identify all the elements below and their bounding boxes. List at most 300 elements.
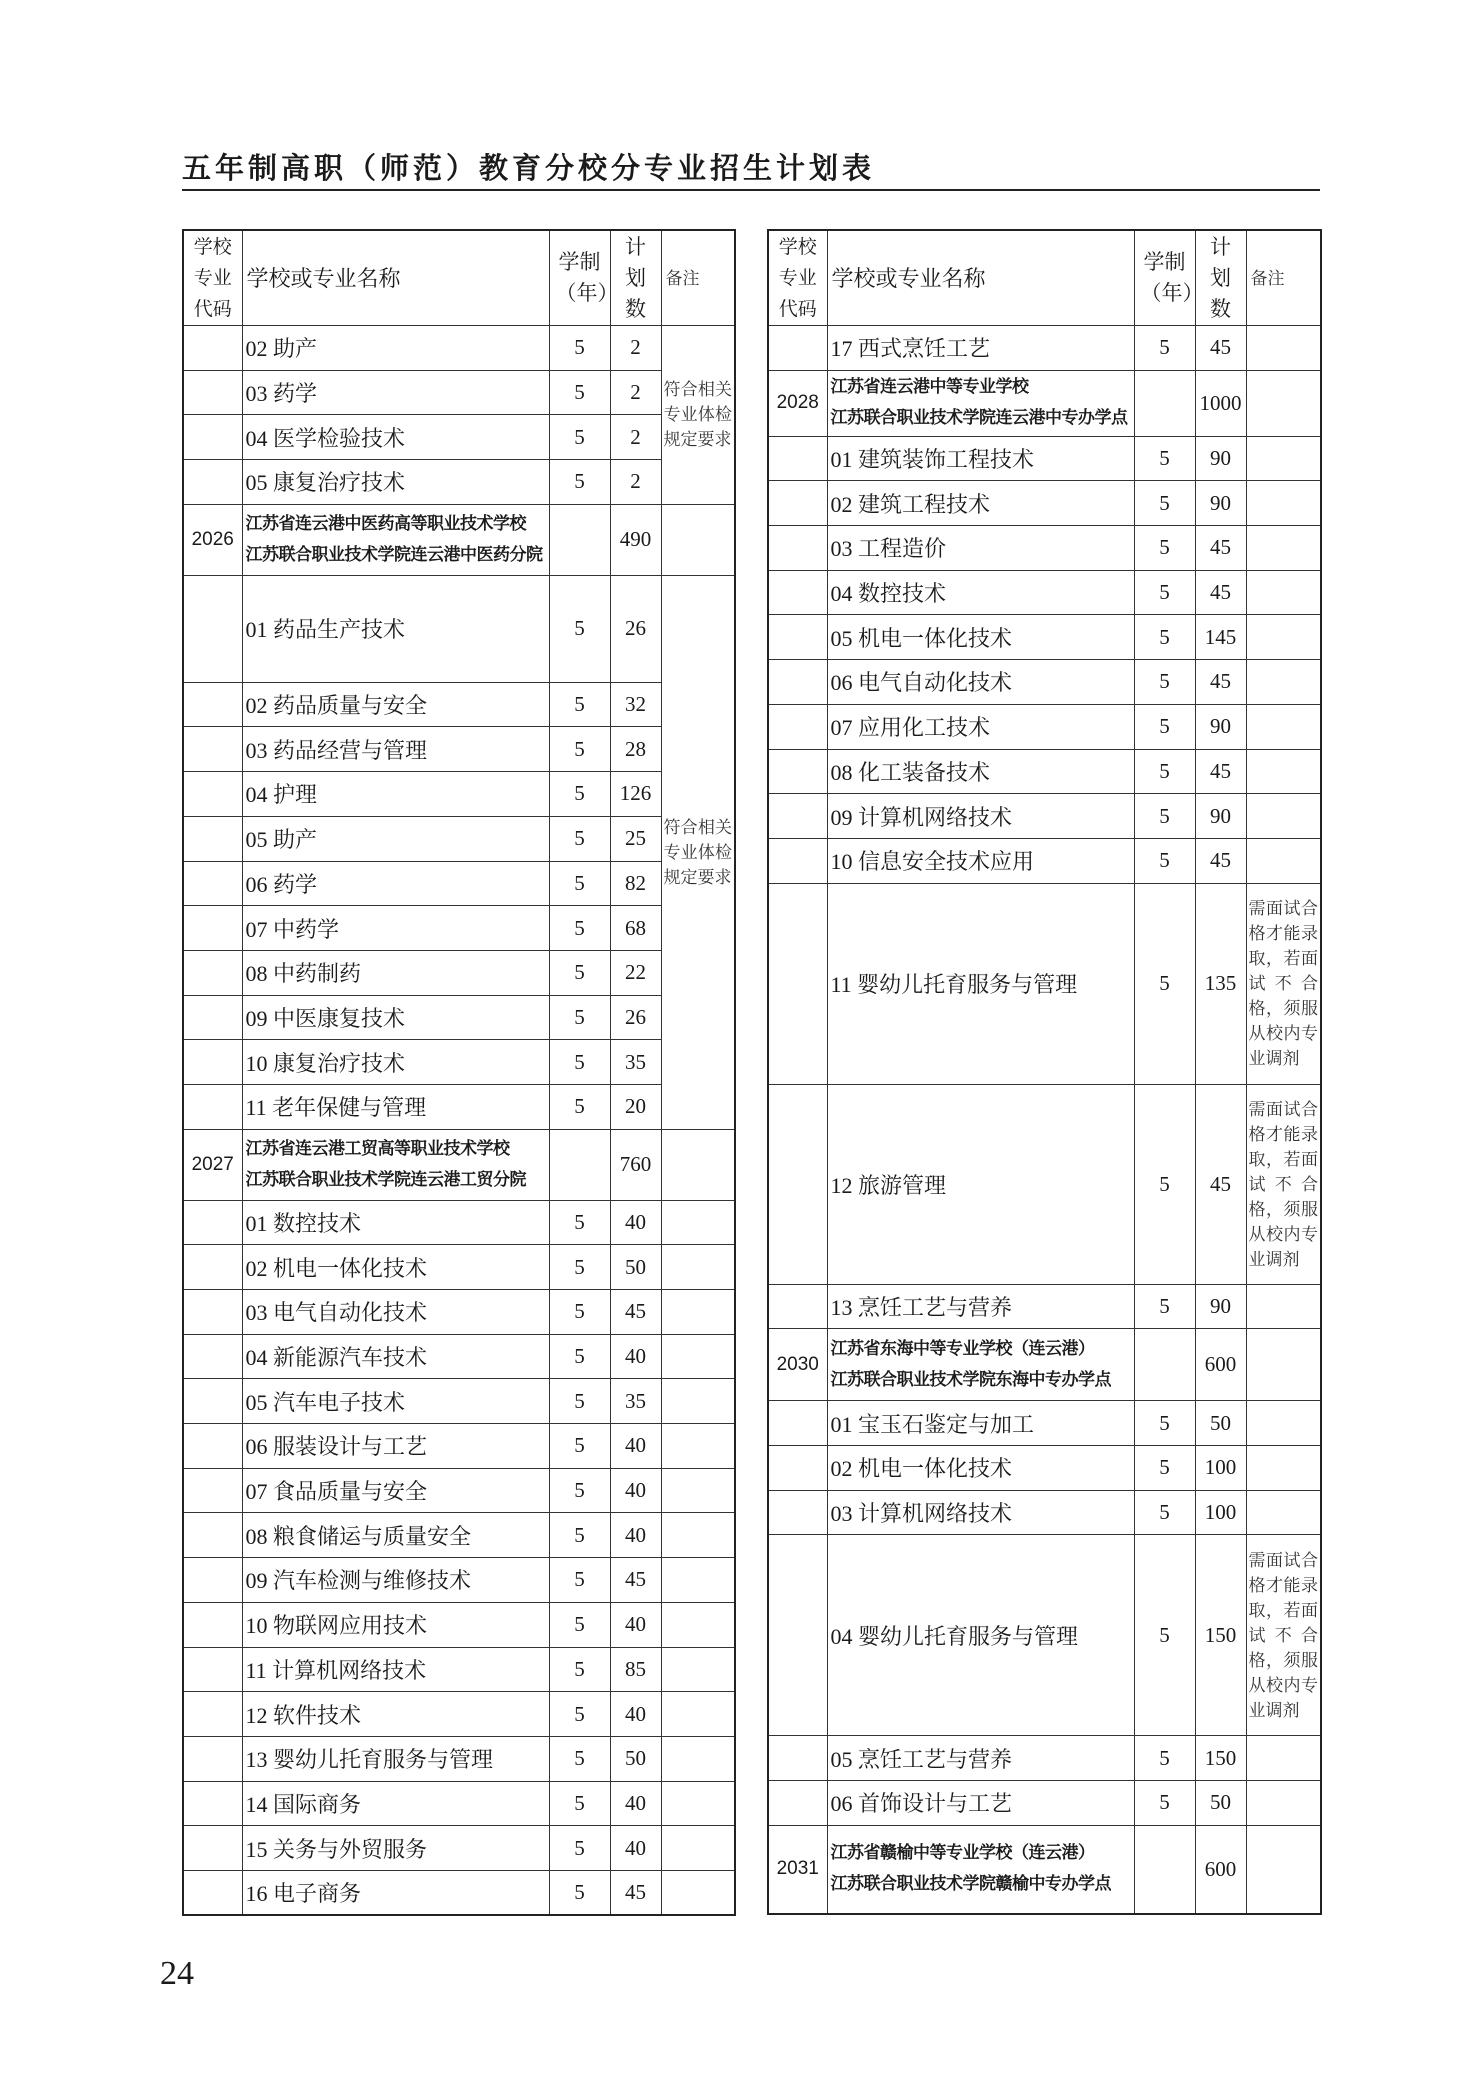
plan-count: 90	[1195, 794, 1246, 839]
plan-count: 45	[610, 1558, 661, 1603]
major-name	[827, 1490, 1134, 1535]
table-row	[768, 660, 1321, 705]
school-code	[183, 950, 242, 995]
table-row	[183, 1200, 735, 1245]
table-row	[768, 749, 1321, 794]
school-code	[183, 1468, 242, 1513]
major-name	[242, 906, 549, 951]
school-code: 2030	[768, 1329, 827, 1401]
years	[549, 1129, 610, 1200]
remark	[661, 1647, 735, 1692]
years: 5	[549, 326, 610, 371]
name-line: 02 药品质量与安全	[245, 693, 428, 719]
years	[1134, 370, 1195, 436]
name-line: 03 工程造价	[830, 536, 947, 562]
table-row	[183, 1468, 735, 1513]
name-line: 01 建筑装饰工程技术	[830, 447, 1035, 473]
name-line: 01 药品生产技术	[245, 617, 406, 643]
major-name	[242, 370, 549, 415]
plan-count: 2	[610, 415, 661, 460]
name-line: 03 计算机网络技术	[830, 1500, 1013, 1526]
plan-count: 25	[610, 816, 661, 861]
major-name	[827, 570, 1134, 615]
remark	[661, 1692, 735, 1737]
plan-count: 45	[1195, 326, 1246, 371]
major-name	[242, 1200, 549, 1245]
remark	[1246, 615, 1321, 660]
major-name	[242, 1513, 549, 1558]
table-row	[768, 1084, 1321, 1284]
table-row	[768, 436, 1321, 481]
major-name	[827, 615, 1134, 660]
remark	[1246, 1284, 1321, 1329]
table-row	[768, 1736, 1321, 1781]
remark	[1246, 481, 1321, 526]
remark	[1246, 570, 1321, 615]
remark	[661, 1826, 735, 1871]
remark	[661, 1602, 735, 1647]
years: 5	[549, 727, 610, 772]
header-name: 学校或专业名称	[242, 230, 549, 326]
plan-count: 150	[1195, 1736, 1246, 1781]
name-line: 01 宝玉石鉴定与加工	[830, 1411, 1035, 1437]
plan-count: 2	[610, 326, 661, 371]
name-line: 05 康复治疗技术	[245, 470, 406, 496]
plan-count: 28	[610, 727, 661, 772]
major-name	[827, 1535, 1134, 1736]
plan-count: 35	[610, 1379, 661, 1424]
table-row	[183, 460, 735, 505]
name-line: 15 关务与外贸服务	[245, 1836, 428, 1862]
plan-count: 600	[1195, 1825, 1246, 1914]
name-line: 09 汽车检测与维修技术	[245, 1568, 472, 1594]
years: 5	[549, 370, 610, 415]
years: 5	[1134, 1736, 1195, 1781]
name-line: 14 国际商务	[245, 1791, 362, 1817]
major-name	[242, 326, 549, 371]
name-line: 13 婴幼儿托育服务与管理	[245, 1747, 494, 1773]
years: 5	[549, 1692, 610, 1737]
school-row	[768, 1329, 1321, 1401]
plan-count: 45	[1195, 749, 1246, 794]
table-row	[183, 326, 735, 371]
years: 5	[1134, 615, 1195, 660]
school-code	[183, 1647, 242, 1692]
major-name	[242, 1558, 549, 1603]
name-line: 08 化工装备技术	[830, 759, 991, 785]
plan-count: 68	[610, 906, 661, 951]
school-name	[827, 1329, 1134, 1401]
school-name	[242, 1129, 549, 1200]
years: 5	[549, 575, 610, 682]
major-name	[827, 660, 1134, 705]
years: 5	[1134, 1445, 1195, 1490]
years: 5	[549, 1870, 610, 1915]
school-code	[183, 1379, 242, 1424]
major-name	[242, 1826, 549, 1871]
school-code	[768, 481, 827, 526]
major-name	[242, 1245, 549, 1290]
school-code	[768, 1284, 827, 1329]
years: 5	[549, 1513, 610, 1558]
plan-count: 145	[1195, 615, 1246, 660]
name-line: 04 医学检验技术	[245, 425, 406, 451]
years: 5	[549, 1647, 610, 1692]
school-code	[183, 906, 242, 951]
years: 5	[1134, 704, 1195, 749]
school-code	[183, 1781, 242, 1826]
header-remark: 备注	[661, 230, 735, 326]
name-line: 02 机电一体化技术	[245, 1255, 428, 1281]
years: 5	[1134, 1781, 1195, 1826]
name-line: 06 首饰设计与工艺	[830, 1791, 1013, 1817]
table-row	[768, 794, 1321, 839]
header-plan: 计划数	[610, 230, 661, 326]
name-line: 02 助产	[245, 336, 318, 362]
plan-count: 150	[1195, 1535, 1246, 1736]
major-name	[242, 682, 549, 727]
school-code	[183, 326, 242, 371]
table-row	[768, 1490, 1321, 1535]
remark	[661, 1781, 735, 1826]
major-name	[242, 1290, 549, 1335]
school-code	[768, 704, 827, 749]
school-code	[183, 575, 242, 682]
name-line: 11 计算机网络技术	[245, 1657, 427, 1683]
plan-count: 490	[610, 504, 661, 575]
plan-count: 40	[610, 1513, 661, 1558]
table-row	[183, 950, 735, 995]
remark	[661, 1558, 735, 1603]
table-row	[183, 1781, 735, 1826]
name-line: 江苏省连云港工贸高等职业技术学校	[245, 1138, 510, 1159]
school-code: 2026	[183, 504, 242, 575]
table-row	[183, 1245, 735, 1290]
plan-count: 50	[610, 1736, 661, 1781]
major-name	[242, 1647, 549, 1692]
name-line: 08 粮食储运与质量安全	[245, 1523, 472, 1549]
plan-count: 90	[1195, 436, 1246, 481]
years: 5	[1134, 883, 1195, 1084]
plan-count: 45	[1195, 526, 1246, 571]
remark	[1246, 1329, 1321, 1401]
plan-count: 45	[610, 1290, 661, 1335]
remark	[1246, 794, 1321, 839]
years	[549, 504, 610, 575]
school-code	[183, 682, 242, 727]
table-row	[768, 615, 1321, 660]
school-name	[242, 504, 549, 575]
name-line: 09 中医康复技术	[245, 1005, 406, 1031]
major-name	[242, 415, 549, 460]
plan-count: 40	[610, 1200, 661, 1245]
name-line: 12 软件技术	[245, 1702, 362, 1728]
title-rule	[182, 189, 1320, 191]
remark: 符合相关专业体检规定要求	[661, 326, 735, 505]
remark	[1246, 838, 1321, 883]
years: 5	[1134, 326, 1195, 371]
years: 5	[549, 995, 610, 1040]
plan-count: 40	[610, 1334, 661, 1379]
years: 5	[549, 1602, 610, 1647]
years: 5	[549, 1468, 610, 1513]
remark	[1246, 1781, 1321, 1826]
major-name	[827, 326, 1134, 371]
major-name	[242, 995, 549, 1040]
name-line: 06 电气自动化技术	[830, 670, 1013, 696]
major-name	[827, 749, 1134, 794]
plan-count: 2	[610, 370, 661, 415]
major-name	[242, 1084, 549, 1129]
school-code	[768, 526, 827, 571]
table-row	[768, 704, 1321, 749]
years: 5	[549, 1290, 610, 1335]
years: 5	[1134, 570, 1195, 615]
plan-count: 40	[610, 1424, 661, 1469]
school-code	[183, 1334, 242, 1379]
table-row	[768, 570, 1321, 615]
plan-count: 50	[1195, 1401, 1246, 1446]
years: 5	[549, 1040, 610, 1085]
plan-count: 45	[1195, 570, 1246, 615]
years: 5	[549, 861, 610, 906]
name-line: 江苏联合职业技术学院连云港中医药分院	[245, 544, 543, 565]
plan-count: 50	[610, 1245, 661, 1290]
major-name	[827, 526, 1134, 571]
name-line: 江苏联合职业技术学院赣榆中专办学点	[830, 1874, 1111, 1895]
years: 5	[549, 415, 610, 460]
plan-count: 126	[610, 772, 661, 817]
remark	[661, 1424, 735, 1469]
name-line: 江苏省连云港中等专业学校	[830, 377, 1029, 398]
school-code	[768, 883, 827, 1084]
name-line: 03 电气自动化技术	[245, 1300, 428, 1326]
years: 5	[1134, 749, 1195, 794]
name-line: 02 建筑工程技术	[830, 491, 991, 517]
major-name	[242, 1736, 549, 1781]
plan-count: 40	[610, 1602, 661, 1647]
plan-count: 32	[610, 682, 661, 727]
name-line: 13 烹饪工艺与营养	[830, 1294, 1013, 1320]
major-name	[242, 575, 549, 682]
name-line: 江苏省赣榆中等专业学校（连云港）	[830, 1843, 1095, 1864]
table-row	[768, 883, 1321, 1084]
school-code	[183, 1558, 242, 1603]
table-row	[183, 1826, 735, 1871]
years: 5	[549, 1424, 610, 1469]
major-name	[242, 861, 549, 906]
plan-count: 90	[1195, 481, 1246, 526]
school-code	[183, 772, 242, 817]
school-code	[768, 1084, 827, 1284]
school-name	[827, 370, 1134, 436]
major-name	[827, 1736, 1134, 1781]
school-code	[183, 1736, 242, 1781]
years: 5	[549, 460, 610, 505]
name-line: 05 机电一体化技术	[830, 625, 1013, 651]
school-code: 2031	[768, 1825, 827, 1914]
school-code	[183, 1826, 242, 1871]
table-header	[768, 230, 1321, 326]
name-line: 10 康复治疗技术	[245, 1050, 406, 1076]
table-row	[183, 1558, 735, 1603]
plan-count: 40	[610, 1826, 661, 1871]
school-code	[768, 615, 827, 660]
name-line: 04 护理	[245, 782, 318, 808]
major-name	[827, 1781, 1134, 1826]
years	[1134, 1825, 1195, 1914]
name-line: 02 机电一体化技术	[830, 1456, 1013, 1482]
years: 5	[1134, 1401, 1195, 1446]
remark	[661, 1870, 735, 1915]
name-line: 01 数控技术	[245, 1210, 362, 1236]
years: 5	[549, 682, 610, 727]
remark: 符合相关专业体检规定要求	[661, 575, 735, 1129]
school-name	[827, 1825, 1134, 1914]
table-row	[183, 1334, 735, 1379]
years: 5	[1134, 660, 1195, 705]
name-line: 07 应用化工技术	[830, 715, 991, 741]
table-row	[183, 1647, 735, 1692]
years: 5	[549, 1736, 610, 1781]
table-row	[183, 1870, 735, 1915]
header-name: 学校或专业名称	[827, 230, 1134, 326]
name-line: 17 西式烹饪工艺	[830, 336, 991, 362]
years: 5	[549, 950, 610, 995]
years: 5	[549, 1200, 610, 1245]
table-row	[768, 526, 1321, 571]
major-name	[827, 704, 1134, 749]
name-line: 07 中药学	[245, 916, 340, 942]
years: 5	[549, 1379, 610, 1424]
table-row	[183, 1602, 735, 1647]
school-code	[768, 1401, 827, 1446]
header-plan: 计划数	[1195, 230, 1246, 326]
table-row	[768, 1535, 1321, 1736]
table-row	[768, 326, 1321, 371]
remark	[661, 1129, 735, 1200]
major-name	[242, 1781, 549, 1826]
years: 5	[1134, 1490, 1195, 1535]
enrollment-table-right	[767, 229, 1322, 1915]
years	[1134, 1329, 1195, 1401]
table-row	[183, 1290, 735, 1335]
name-line: 05 汽车电子技术	[245, 1389, 406, 1415]
table-row	[768, 1445, 1321, 1490]
table-row	[183, 1084, 735, 1129]
table-row	[768, 1401, 1321, 1446]
name-line: 11 婴幼儿托育服务与管理	[830, 972, 1078, 998]
table-row	[183, 1513, 735, 1558]
major-name	[827, 1401, 1134, 1446]
school-code	[183, 995, 242, 1040]
school-code	[768, 838, 827, 883]
name-line: 07 食品质量与安全	[245, 1479, 428, 1505]
plan-count: 100	[1195, 1490, 1246, 1535]
table-row	[768, 1781, 1321, 1826]
table-row	[183, 415, 735, 460]
name-line: 03 药学	[245, 381, 318, 407]
remark	[661, 1200, 735, 1245]
major-name	[242, 1468, 549, 1513]
plan-count: 40	[610, 1781, 661, 1826]
years: 5	[549, 906, 610, 951]
name-line: 江苏联合职业技术学院连云港工贸分院	[245, 1169, 526, 1190]
school-row	[768, 370, 1321, 436]
name-line: 04 婴幼儿托育服务与管理	[830, 1623, 1079, 1649]
remark	[1246, 1401, 1321, 1446]
enrollment-table-left	[182, 229, 736, 1916]
major-name	[827, 1084, 1134, 1284]
school-code	[183, 1602, 242, 1647]
plan-count: 35	[610, 1040, 661, 1085]
major-name	[242, 816, 549, 861]
school-code	[768, 1535, 827, 1736]
school-code	[768, 1736, 827, 1781]
name-line: 06 药学	[245, 871, 318, 897]
school-code	[183, 1245, 242, 1290]
plan-count: 26	[610, 995, 661, 1040]
name-line: 09 计算机网络技术	[830, 804, 1013, 830]
name-line: 06 服装设计与工艺	[245, 1434, 428, 1460]
table-row	[183, 1379, 735, 1424]
remark	[1246, 436, 1321, 481]
school-code	[183, 861, 242, 906]
plan-count: 100	[1195, 1445, 1246, 1490]
school-code	[768, 660, 827, 705]
remark: 需面试合格才能录取，若面试不合格，须服从校内专业调剂	[1246, 1084, 1321, 1284]
name-line: 11 老年保健与管理	[245, 1095, 427, 1121]
school-code	[768, 326, 827, 371]
major-name	[242, 1692, 549, 1737]
remark	[1246, 326, 1321, 371]
table-row	[183, 995, 735, 1040]
plan-count: 1000	[1195, 370, 1246, 436]
major-name	[242, 950, 549, 995]
plan-count: 82	[610, 861, 661, 906]
table-row	[183, 772, 735, 817]
table-row	[183, 682, 735, 727]
years: 5	[1134, 481, 1195, 526]
major-name	[242, 1424, 549, 1469]
school-code	[183, 460, 242, 505]
years: 5	[549, 1826, 610, 1871]
major-name	[827, 481, 1134, 526]
major-name	[827, 883, 1134, 1084]
table-row	[183, 906, 735, 951]
remark	[1246, 660, 1321, 705]
remark	[661, 1290, 735, 1335]
page-number: 24	[160, 1955, 194, 1992]
years: 5	[1134, 526, 1195, 571]
years: 5	[549, 1084, 610, 1129]
school-code	[768, 1781, 827, 1826]
school-code	[183, 1692, 242, 1737]
major-name	[827, 1445, 1134, 1490]
major-name	[242, 1870, 549, 1915]
page-title: 五年制高职（师范）教育分校分专业招生计划表	[182, 151, 876, 185]
school-code	[183, 1424, 242, 1469]
plan-count: 45	[1195, 838, 1246, 883]
remark	[661, 1468, 735, 1513]
name-line: 10 物联网应用技术	[245, 1613, 428, 1639]
remark	[661, 1736, 735, 1781]
header-years: 学制（年）	[1134, 230, 1195, 326]
major-name	[827, 436, 1134, 481]
remark: 需面试合格才能录取，若面试不合格，须服从校内专业调剂	[1246, 1535, 1321, 1736]
table-row	[183, 1736, 735, 1781]
name-line: 江苏联合职业技术学院连云港中专办学点	[830, 408, 1128, 429]
